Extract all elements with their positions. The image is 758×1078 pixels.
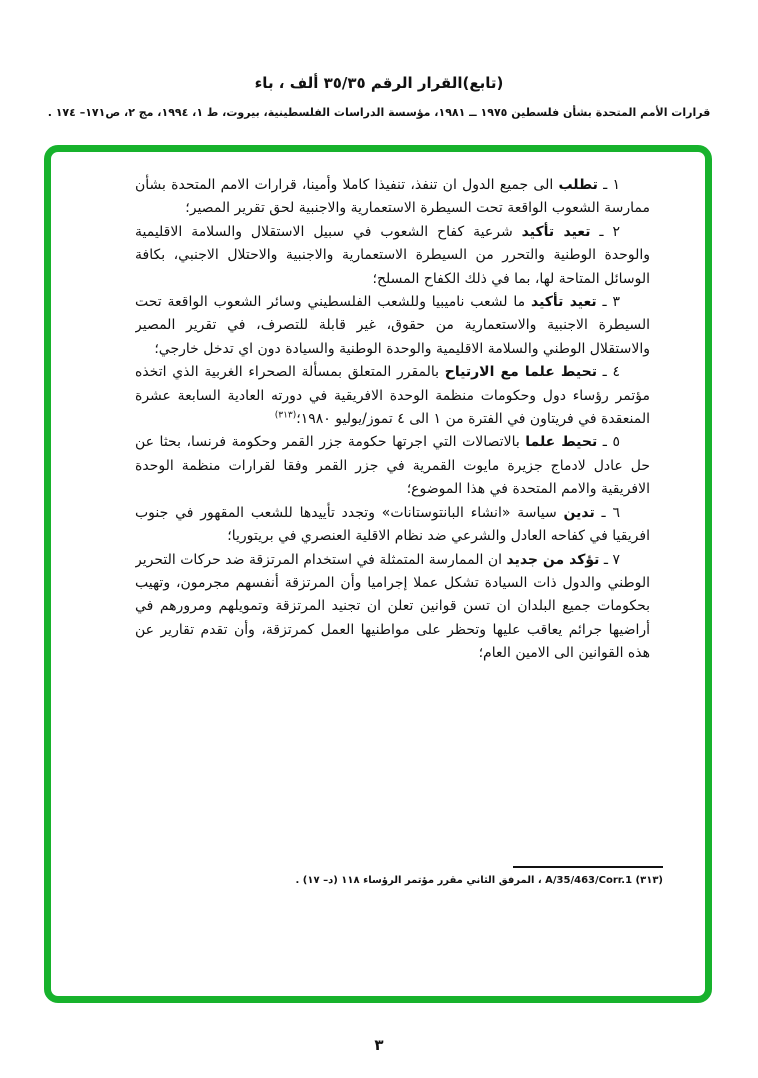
green-frame-border xyxy=(44,145,712,1003)
paragraph-number: ١ ـ xyxy=(597,177,620,193)
paragraph-number: ٥ ـ xyxy=(597,434,620,451)
paragraph-lead-word: تعيد تأكيد xyxy=(530,294,597,311)
resolution-paragraph xyxy=(135,361,650,431)
paragraph-lead-word: تعيد تأكيد xyxy=(521,223,591,240)
paragraph-text: بالمقرر المتعلق بمسألة الصحراء الغربية الذي اتخذه مؤتمر رؤساء دول وحكومات منظمة الوحدة الافريقية في دورته العادية السابعة عشرة المنعقدة في فريتاون في الفترة من ١ الى ٤ تموز/يوليو ١٩٨٠؛ xyxy=(135,364,650,428)
paragraph-text: سياسة «انشاء البانتوستانات» وتجدد تأييدها للشعب المقهور في جنوب افريقيا في كفاحه العادل والشرعي ضد نظام الاقلية العنصري في بريتوريا؛ xyxy=(135,504,650,545)
resolution-paragraph xyxy=(135,221,650,291)
paragraph-text: بالاتصالات التي اجرتها حكومة جزر القمر وحكومة فرنسا، بحثا عن حل عادل لادماج جزيرة مايوت القمرية في جزر القمر وفقا لقرارات منظمة الوحدة الافريقية والامم المتحدة في هذا الموضوع؛ xyxy=(135,434,650,498)
paragraph-number: ٤ ـ xyxy=(596,364,620,381)
paragraph-text: شرعية كفاح الشعوب في سبيل الاستقلال والسلامة الاقليمية والوحدة الوطنية والتحرر من السيطرة الاستعمارية والاجنبية والاحتلال الاجنبي، بكافة الوسائل المتاحة لها، بما في ذلك الكفاح المسلح؛ xyxy=(135,223,650,287)
paragraph-number: ٣ ـ xyxy=(596,294,621,311)
resolution-paragraph xyxy=(135,431,650,501)
footnote-separator-rule xyxy=(513,866,663,868)
paragraph-lead-word: تؤكد من جديد xyxy=(506,551,600,568)
paragraph-number: ٧ ـ xyxy=(599,551,620,568)
resolution-paragraph xyxy=(135,549,650,666)
paragraph-number: ٢ ـ xyxy=(590,223,620,240)
resolution-paragraph xyxy=(135,502,650,549)
footnote-ref-marker: (٣١٣) xyxy=(274,410,297,421)
paragraph-lead-word: تطلب xyxy=(558,177,598,193)
paragraph-lead-word: تحيط علما مع الارتياح xyxy=(444,364,597,381)
paragraph-text: ان الممارسة المتمثلة في استخدام المرتزقة ضد حركات التحرير الوطني والدول ذات السيادة تشكل عملا إجراميا وأن المرتزقة أنفسهم مجرمون، وتهيب بحكومات جميع البلدان ان تسن قوانين تعلن ان تجنيد المرتزقة وتمويلهم ومرورهم في أراضيها جرائم يعاقب عليها وتحظر على مواطنيها العمل كمرتزقة، وأن تقدم تقارير عن هذه القوانين الى الامين العام؛ xyxy=(135,551,650,662)
paragraph-text: ما لشعب ناميبيا وللشعب الفلسطيني وسائر الشعوب الواقعة تحت السيطرة الاجنبية والاستعمارية من حقوق، غير قابلة للتصرف، في تقرير المصير والاستقلال الوطني والسلامة الاقليمية والوحدة الوطنية والسيادة دون اي تدخل خارجي؛ xyxy=(135,294,650,357)
document-source-citation: قرارات الأمم المتحدة بشأن فلسطين ١٩٧٥ ــ ١٩٨١، مؤسسة الدراسات الفلسطينية، بيروت، ط ١، ١٩٩٤، مج ٢، ص١٧١– ١٧٤ . xyxy=(47,106,711,119)
resolution-paragraph xyxy=(135,174,650,221)
resolution-body xyxy=(135,174,650,666)
footnote-text: (٣١٣) A/35/463/Corr.1 ، المرفق الثاني مقرر مؤتمر الرؤساء ١١٨ (د– ١٧) . xyxy=(295,875,663,886)
paragraph-number: ٦ ـ xyxy=(594,504,620,521)
paragraph-text: الى جميع الدول ان تنفذ، تنفيذا كاملا وأمينا، قرارات الامم المتحدة بشأن ممارسة الشعوب الواقعة تحت السيطرة الاستعمارية والاجنبية لحق تقرير المصير؛ xyxy=(135,177,650,217)
resolution-paragraph xyxy=(135,291,650,361)
document-title: (تابع)القرار الرقم ٣٥/٣٥ ألف ، باء xyxy=(254,74,504,92)
page-number: ٣ xyxy=(374,1036,384,1054)
footnote-block xyxy=(295,866,663,886)
paragraph-lead-word: تدين xyxy=(563,504,595,521)
paragraph-lead-word: تحيط علما xyxy=(525,434,598,451)
